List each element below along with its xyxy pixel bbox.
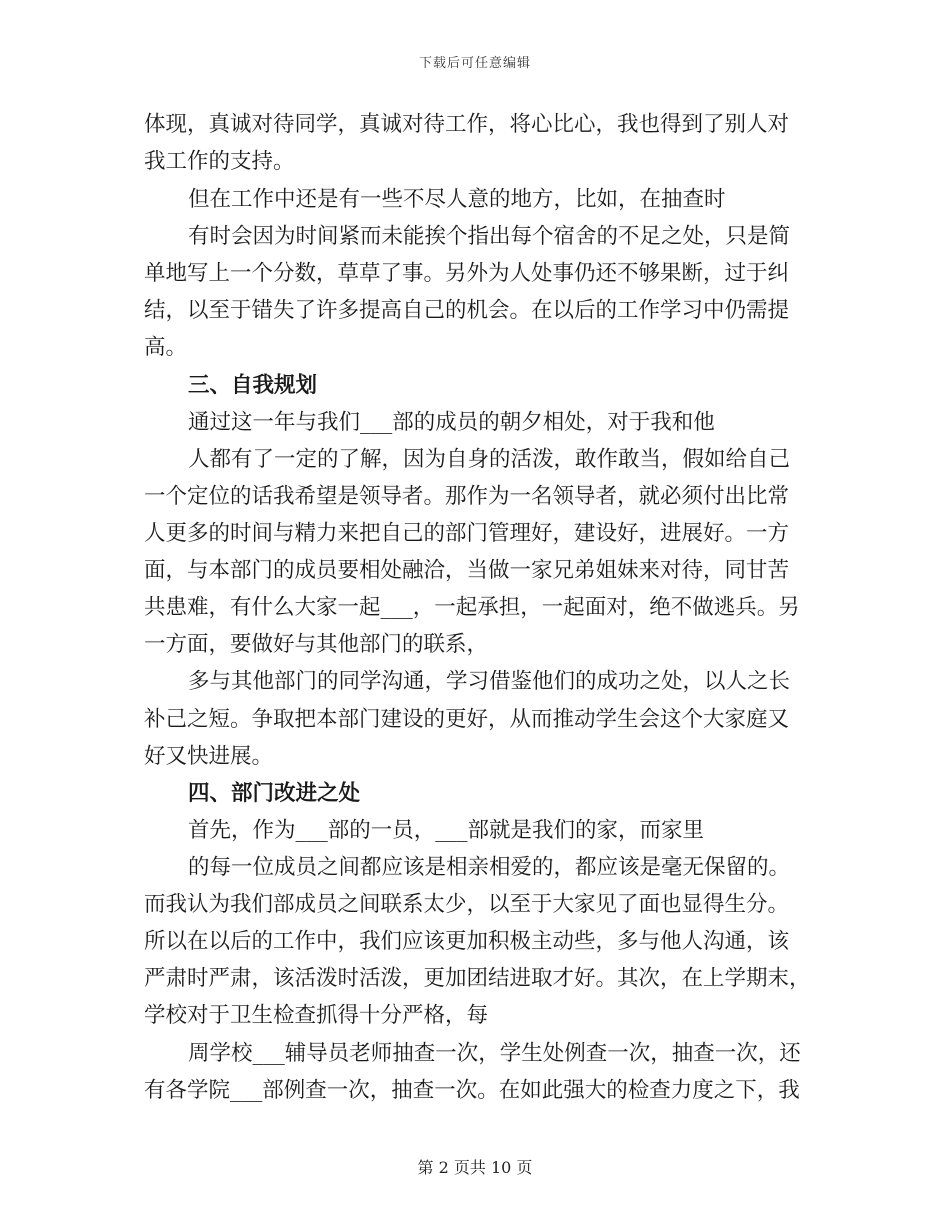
body-line: 补己之短。争取把本部门建设的更好，从而推动学生会这个大家庭又 xyxy=(144,707,790,732)
body-line: 体现，真诚对待同学，真诚对待工作，将心比心，我也得到了别人对 xyxy=(144,112,790,137)
body-line: 所以在以后的工作中，我们应该更加积极主动些，多与他人沟通，该 xyxy=(144,929,790,954)
body-line: 但在工作中还是有一些不尽人意的地方，比如，在抽查时 xyxy=(188,187,726,212)
body-line: 首先，作为___部的一员，___部就是我们的家，而家里 xyxy=(188,818,705,843)
body-line: 通过这一年与我们___部的成员的朝夕相处，对于我和他 xyxy=(188,410,715,435)
body-line: 一个定位的话我希望是领导者。那作为一名领导者，就必须付出比常 xyxy=(144,484,790,509)
body-line: 结，以至于错失了许多提高自己的机会。在以后的工作学习中仍需提 xyxy=(144,298,790,323)
body-line: 单地写上一个分数，草草了事。另外为人处事仍还不够果断，过于纠 xyxy=(144,261,790,286)
body-line: 严肃时严肃，该活泼时活泼，更加团结进取才好。其次，在上学期末， xyxy=(144,966,811,991)
body-line: 人更多的时间与精力来把自己的部门管理好，建设好，进展好。一方 xyxy=(144,521,790,546)
section-heading: 四、部门改进之处 xyxy=(188,781,361,806)
body-line: 而我认为我们部成员之间联系太少，以至于大家见了面也显得生分。 xyxy=(144,892,790,917)
body-line: 有时会因为时间紧而未能挨个指出每个宿舍的不足之处，只是简 xyxy=(188,224,791,249)
body-line: 学校对于卫生检查抓得十分严格，每 xyxy=(144,1003,489,1028)
body-line: 一方面，要做好与其他部门的联系， xyxy=(144,632,489,657)
body-line: 共患难，有什么大家一起___，一起承担，一起面对，绝不做逃兵。另 xyxy=(144,595,800,620)
section-heading: 三、自我规划 xyxy=(188,373,318,398)
body-line: 高。 xyxy=(144,335,188,360)
page-footer: 第 2 页共 10 页 xyxy=(417,1158,533,1177)
body-line: 有各学院___部例查一次，抽查一次。在如此强大的检查力度之下，我 xyxy=(144,1078,800,1103)
page-header: 下载后可任意编辑 xyxy=(418,56,531,71)
body-line: 好又快进展。 xyxy=(144,744,274,769)
body-line: 人都有了一定的了解，因为自身的活泼，敢作敢当，假如给自己 xyxy=(188,447,791,472)
body-line: 面，与本部门的成员要相处融洽，当做一家兄弟姐妹来对待，同甘苦 xyxy=(144,558,790,583)
body-line: 周学校___辅导员老师抽查一次，学生处例查一次，抽查一次，还 xyxy=(188,1041,801,1066)
body-line: 的每一位成员之间都应该是相亲相爱的，都应该是毫无保留的。 xyxy=(188,855,791,880)
body-line: 我工作的支持。 xyxy=(144,149,295,174)
body-line: 多与其他部门的同学沟通，学习借鉴他们的成功之处，以人之长 xyxy=(188,669,791,694)
